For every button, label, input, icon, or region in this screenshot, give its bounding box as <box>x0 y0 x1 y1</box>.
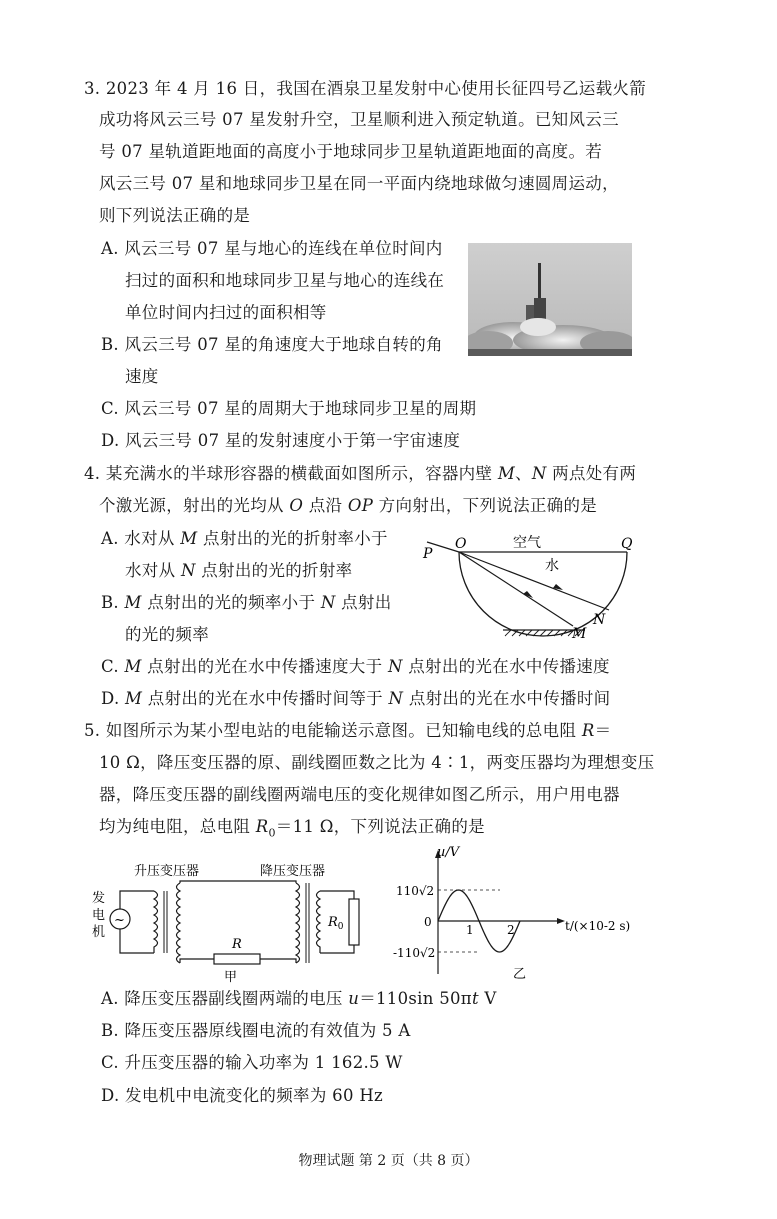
point-n: N <box>180 561 196 580</box>
text: 点射出的光在水中传播速度大于 <box>141 657 388 676</box>
q4-option-a-line-1 <box>101 528 388 550</box>
q4-option-a-line-2 <box>125 560 352 582</box>
caption-yi: 乙 <box>513 967 527 982</box>
point-m: M <box>124 657 142 676</box>
point-n: N <box>388 689 404 708</box>
q5-stem-line-1 <box>84 720 611 742</box>
point-m: M <box>124 593 142 612</box>
x-tick-2: 2 <box>507 923 515 937</box>
text: ＝ <box>594 721 612 740</box>
label-p: P <box>423 546 433 562</box>
text: 点射出的光的折射率小于 <box>197 529 388 548</box>
point-m: M <box>180 529 198 548</box>
hemisphere-figure <box>415 528 645 643</box>
q4-option-b-line-1 <box>101 592 392 614</box>
var-r0: R <box>255 817 269 836</box>
text: A. 水对从 <box>101 529 181 548</box>
label-step-up: 升压变压器 <box>134 864 200 879</box>
origin-label: 0 <box>424 915 432 929</box>
text: ＝110sin 50π <box>359 989 472 1008</box>
label-generator: 发 <box>92 891 106 906</box>
coil-icon <box>296 883 300 963</box>
label-r0-main: R <box>328 915 338 930</box>
ground-hatching <box>505 630 581 636</box>
text: 均为纯电阻，总电阻 <box>99 817 256 836</box>
q3-option-d: D. 风云三号 07 星的发射速度小于第一宇宙速度 <box>101 431 461 450</box>
q3-option-a-line-3: 单位时间内扫过的面积相等 <box>125 303 327 322</box>
q3-stem-line-3: 号 07 星轨道距地面的高度小于地球同步卫星轨道距地面的高度。若 <box>99 142 603 161</box>
text: ＝11 Ω，下列说法正确的是 <box>275 817 485 836</box>
label-r0-sub: 0 <box>337 922 344 932</box>
text: 点射出 <box>335 593 392 612</box>
caption-jia: 甲 <box>224 970 238 985</box>
text: 点射出的光在水中传播时间等于 <box>142 689 389 708</box>
q3-option-b-line-1: B. 风云三号 07 星的角速度大于地球自转的角 <box>101 335 443 354</box>
label-n: N <box>593 612 606 628</box>
x-axis-label: t/(×10-2 s) <box>565 919 631 933</box>
coil-icon <box>177 883 181 963</box>
q3-option-a-line-1: A. 风云三号 07 星与地心的连线在单位时间内 <box>101 239 443 258</box>
coil-icon <box>154 891 158 953</box>
text: V <box>478 989 497 1008</box>
point-m: M <box>497 464 516 483</box>
point-n: N <box>320 593 336 612</box>
text: C. <box>101 657 125 676</box>
arrow-icon <box>557 918 565 924</box>
point-n: N <box>531 464 547 483</box>
ac-symbol-icon: ~ <box>114 913 125 928</box>
label-m: M <box>572 626 587 642</box>
subscript: 0 <box>268 826 276 840</box>
text: 点射出的光在水中传播速度 <box>402 657 610 676</box>
q4-option-d <box>101 688 610 710</box>
q4-stem-line-2 <box>99 495 597 517</box>
label-generator: 电 <box>92 908 106 923</box>
q3-option-a-line-2: 扫过的面积和地球同步卫星与地心的连线在 <box>125 271 445 290</box>
rocket-launch-photo <box>468 243 632 356</box>
resistor-r <box>214 954 260 964</box>
q5-option-d: D. 发电机中电流变化的频率为 60 Hz <box>101 1086 383 1105</box>
label-water: 水 <box>545 558 559 574</box>
q4-option-b-line-2: 的光的频率 <box>125 625 209 644</box>
label-step-down: 降压变压器 <box>260 864 326 879</box>
ray-op: OP <box>347 496 374 515</box>
q5-stem-line-2: 10 Ω，降压变压器的原、副线圈匝数之比为 4∶1，两变压器均为理想变压 <box>99 753 655 772</box>
text: D. <box>101 689 126 708</box>
point-n: N <box>387 657 403 676</box>
label-q: Q <box>621 536 633 552</box>
resistor-r0 <box>349 899 359 945</box>
y-axis-label-text: u/V <box>437 846 460 860</box>
point-o: O <box>289 496 304 515</box>
q5-option-c: C. 升压变压器的输入功率为 1 162.5 W <box>101 1053 403 1072</box>
point-m: M <box>125 689 143 708</box>
text: 点射出的光的折射率 <box>195 561 353 580</box>
text: 水对从 <box>125 561 181 580</box>
q3-stem-line-2: 成功将风云三号 07 星发射升空，卫星顺利进入预定轨道。已知风云三 <box>99 110 619 129</box>
waveform-figure <box>393 846 633 982</box>
label-r: R <box>232 937 242 952</box>
coil-icon <box>317 891 321 953</box>
q3-stem-line-5: 则下列说法正确的是 <box>99 206 251 225</box>
y-tick-bottom: -110√2 <box>393 946 436 960</box>
text: 4. 某充满水的半球形容器的横截面如图所示，容器内壁 <box>84 464 498 483</box>
text: 方向射出，下列说法正确的是 <box>373 496 598 515</box>
var-r: R <box>581 721 595 740</box>
text: 点射出的光的频率小于 <box>141 593 321 612</box>
var-t: t <box>471 989 479 1008</box>
q3-option-b-line-2: 速度 <box>125 367 159 386</box>
q5-stem-line-3: 器，降压变压器的副线圈两端电压的变化规律如图乙所示，用户用电器 <box>99 785 620 804</box>
text: A. 降压变压器副线圈两端的电压 <box>101 989 349 1008</box>
q4-stem-line-1 <box>84 463 636 485</box>
var-u: u <box>348 989 360 1008</box>
text: 5. 如图所示为某小型电站的电能输送示意图。已知输电线的总电阻 <box>84 721 582 740</box>
q3-option-c: C. 风云三号 07 星的周期大于地球同步卫星的周期 <box>101 399 477 418</box>
text: 个激光源，射出的光均从 <box>99 496 290 515</box>
page-footer: 物理试题 第 2 页（共 8 页） <box>298 1153 479 1169</box>
label-air: 空气 <box>513 535 541 551</box>
x-tick-1: 1 <box>466 923 474 937</box>
q3-stem-line-1: 3. 2023 年 4 月 16 日，我国在酒泉卫星发射中心使用长征四号乙运载火箭 <box>84 79 646 98</box>
label-generator: 机 <box>92 925 106 940</box>
q5-option-b: B. 降压变压器原线圈电流的有效值为 5 A <box>101 1021 411 1040</box>
q5-stem-line-4 <box>99 816 485 844</box>
y-tick-top: 110√2 <box>396 884 435 898</box>
label-o: O <box>455 536 467 552</box>
q4-option-c <box>101 656 610 678</box>
circuit-figure <box>92 855 374 985</box>
q3-stem-line-4: 风云三号 07 星和地球同步卫星在同一平面内绕地球做匀速圆周运动， <box>99 174 619 193</box>
text: 点射出的光在水中传播时间 <box>403 689 611 708</box>
text: 点沿 <box>303 496 348 515</box>
text: 两点处有两 <box>546 464 637 483</box>
y-axis-label <box>437 846 461 860</box>
text: B. <box>101 593 125 612</box>
text: 、 <box>515 464 532 483</box>
label-r0 <box>327 915 344 932</box>
q5-option-a <box>101 988 497 1010</box>
